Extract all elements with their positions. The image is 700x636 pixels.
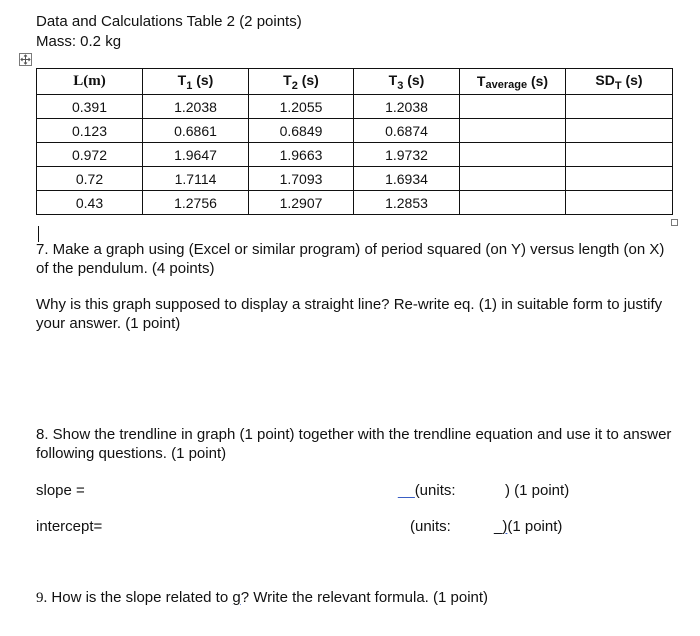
table-row (37, 167, 673, 191)
slope-units[interactable]: __(units: (398, 482, 456, 499)
cell-sd-t[interactable] (566, 167, 673, 191)
table-row (37, 191, 673, 215)
header-sd-t: $SD_T$ (s) (566, 69, 673, 95)
cell-t2[interactable]: 1.2055 (249, 95, 354, 119)
cell-t1[interactable]: 1.7114 (143, 167, 249, 191)
move-handle-icon[interactable] (19, 53, 32, 66)
cell-t1[interactable]: 0.6861 (143, 119, 249, 143)
header-t3: $T_3$ (s) (354, 69, 460, 95)
table-header-row (37, 69, 673, 95)
intercept-label: intercept= (36, 518, 103, 535)
cell-length[interactable]: 0.972 (37, 143, 143, 167)
header-length: L(m) (37, 69, 143, 95)
table-title: Data and Calculations Table 2 (2 points) (36, 13, 302, 30)
header-t2: $T_2$ (s) (249, 69, 354, 95)
table-row (37, 95, 673, 119)
header-t-average: Taverage (s) (460, 69, 566, 95)
cell-length[interactable]: 0.123 (37, 119, 143, 143)
intercept-points[interactable]: _)(1 point) (494, 518, 563, 535)
cell-t2[interactable]: 0.6849 (249, 119, 354, 143)
cell-t3[interactable]: 1.2853 (354, 191, 460, 215)
resize-handle-icon[interactable] (671, 219, 678, 226)
cell-length[interactable]: 0.391 (37, 95, 143, 119)
slope-points: ) (1 point) (505, 482, 570, 499)
cell-sd-t[interactable] (566, 143, 673, 167)
cell-sd-t[interactable] (566, 95, 673, 119)
cell-t3[interactable]: 1.2038 (354, 95, 460, 119)
cell-t1[interactable]: 1.2038 (143, 95, 249, 119)
cell-t-average[interactable] (460, 143, 566, 167)
intercept-units: (units: (410, 518, 451, 535)
slope-units-blank[interactable]: __ (398, 482, 415, 499)
cell-t2[interactable]: 1.2907 (249, 191, 354, 215)
intercept-units-blank[interactable]: _) (494, 518, 508, 535)
question-7: 7. Make a graph using (Excel or similar program) of period squared (on Y) versus length (on X) of the pendulum. (4 points) (36, 241, 665, 277)
question-9: 9. How is the slope related to g? Write the relevant formula. (1 point) (36, 589, 489, 606)
cell-t1[interactable]: 1.9647 (143, 143, 249, 167)
cell-t2[interactable]: 1.9663 (249, 143, 354, 167)
header-t1: $T_1$ (s) (143, 69, 249, 95)
cell-t-average[interactable] (460, 95, 566, 119)
cell-t-average[interactable] (460, 167, 566, 191)
cell-t1[interactable]: 1.2756 (143, 191, 249, 215)
cell-length[interactable]: 0.72 (37, 167, 143, 191)
question-7-followup: Why is this graph supposed to display a straight line? Re-write eq. (1) in suitable form to justify your answer. (1 point) (36, 296, 663, 332)
cell-t-average[interactable] (460, 119, 566, 143)
cell-t-average[interactable] (460, 191, 566, 215)
g-symbol: g (232, 589, 241, 606)
cell-t2[interactable]: 1.7093 (249, 167, 354, 191)
table-row (37, 119, 673, 143)
cell-sd-t[interactable] (566, 119, 673, 143)
cell-length[interactable]: 0.43 (37, 191, 143, 215)
cell-t3[interactable]: 0.6874 (354, 119, 460, 143)
slope-label: slope = (36, 482, 85, 499)
mass-label: Mass: 0.2 kg (36, 33, 122, 50)
question-9-number: 9. (36, 590, 48, 606)
cell-t3[interactable]: 1.6934 (354, 167, 460, 191)
data-table (36, 68, 673, 215)
table-row (37, 143, 673, 167)
cell-t3[interactable]: 1.9732 (354, 143, 460, 167)
cell-sd-t[interactable] (566, 191, 673, 215)
question-8: 8. Show the trendline in graph (1 point) together with the trendline equation and use it to answer following questions. (1 point) (36, 426, 672, 462)
